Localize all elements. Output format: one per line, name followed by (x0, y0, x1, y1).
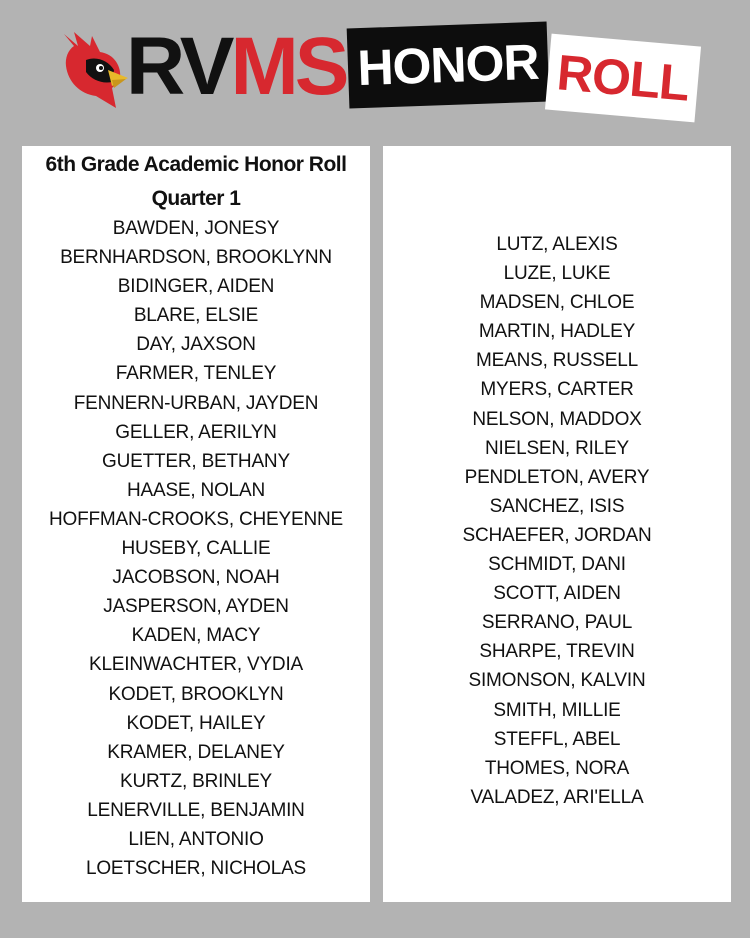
student-name: GELLER, AERILYN (115, 421, 277, 443)
student-name: LOETSCHER, NICHOLAS (85, 858, 307, 880)
student-name: SHARPE, TREVIN (479, 641, 635, 663)
honor-label: HONOR (356, 33, 540, 97)
student-name: JACOBSON, NOAH (112, 567, 280, 589)
student-name: BIDINGER, AIDEN (117, 276, 275, 298)
roll-label: ROLL (554, 44, 692, 112)
student-name: KURTZ, BRINLEY (119, 770, 273, 792)
student-name: JASPERSON, AYDEN (103, 596, 289, 618)
student-name: LIEN, ANTONIO (128, 828, 264, 850)
student-name: HAASE, NOLAN (126, 479, 266, 501)
student-name: SANCHEZ, ISIS (489, 495, 625, 517)
student-name: HUSEBY, CALLIE (121, 538, 271, 560)
student-name: SIMONSON, KALVIN (468, 670, 646, 692)
student-name: FENNERN-URBAN, JAYDEN (73, 392, 319, 414)
honor-banner (347, 22, 550, 109)
student-name: PENDLETON, AVERY (464, 466, 650, 488)
student-name: LENERVILLE, BENJAMIN (87, 799, 305, 821)
logo-rv: RV (126, 21, 231, 112)
student-name: SMITH, MILLIE (493, 699, 621, 721)
student-name: SCHMIDT, DANI (488, 554, 626, 576)
student-name: KLEINWACHTER, VYDIA (88, 654, 304, 676)
list-subtitle: Quarter 1 (151, 187, 241, 210)
school-logo-text (126, 22, 345, 112)
student-name: STEFFL, ABEL (493, 728, 621, 750)
student-name: SCOTT, AIDEN (493, 583, 621, 605)
cardinal-bird-icon (56, 30, 128, 110)
header (0, 0, 750, 140)
student-name: MYERS, CARTER (480, 379, 634, 401)
student-name: DAY, JAXSON (136, 334, 256, 356)
student-name: KRAMER, DELANEY (107, 741, 285, 763)
student-name: NELSON, MADDOX (472, 408, 642, 430)
student-name: KODET, HAILEY (126, 712, 266, 734)
student-name: GUETTER, BETHANY (102, 450, 290, 472)
student-name: SERRANO, PAUL (481, 612, 633, 634)
student-name: MEANS, RUSSELL (476, 350, 638, 372)
student-name: VALADEZ, ARI'ELLA (470, 786, 644, 808)
student-name: BERNHARDSON, BROOKLYNN (60, 247, 332, 269)
list-title: 6th Grade Academic Honor Roll (45, 153, 347, 176)
student-name: HOFFMAN-CROOKS, CHEYENNE (49, 508, 343, 530)
left-name-list (22, 214, 370, 883)
right-name-list (383, 230, 731, 812)
student-name: KODET, BROOKLYN (108, 683, 284, 705)
left-name-panel (22, 146, 370, 902)
student-name: NIELSEN, RILEY (485, 437, 629, 459)
logo-ms: MS (230, 21, 346, 112)
student-name: BLARE, ELSIE (133, 305, 259, 327)
student-name: LUZE, LUKE (503, 263, 611, 285)
student-name: MADSEN, CHLOE (479, 292, 635, 314)
student-name: MARTIN, HADLEY (478, 321, 636, 343)
student-name: BAWDEN, JONESY (112, 218, 280, 239)
student-name: SCHAEFER, JORDAN (462, 524, 652, 546)
student-name: KADEN, MACY (131, 625, 261, 647)
student-name: THOMES, NORA (484, 757, 630, 779)
right-name-panel (383, 146, 731, 902)
student-name: LUTZ, ALEXIS (496, 234, 618, 255)
roll-banner (545, 34, 701, 123)
student-name: FARMER, TENLEY (115, 363, 277, 385)
